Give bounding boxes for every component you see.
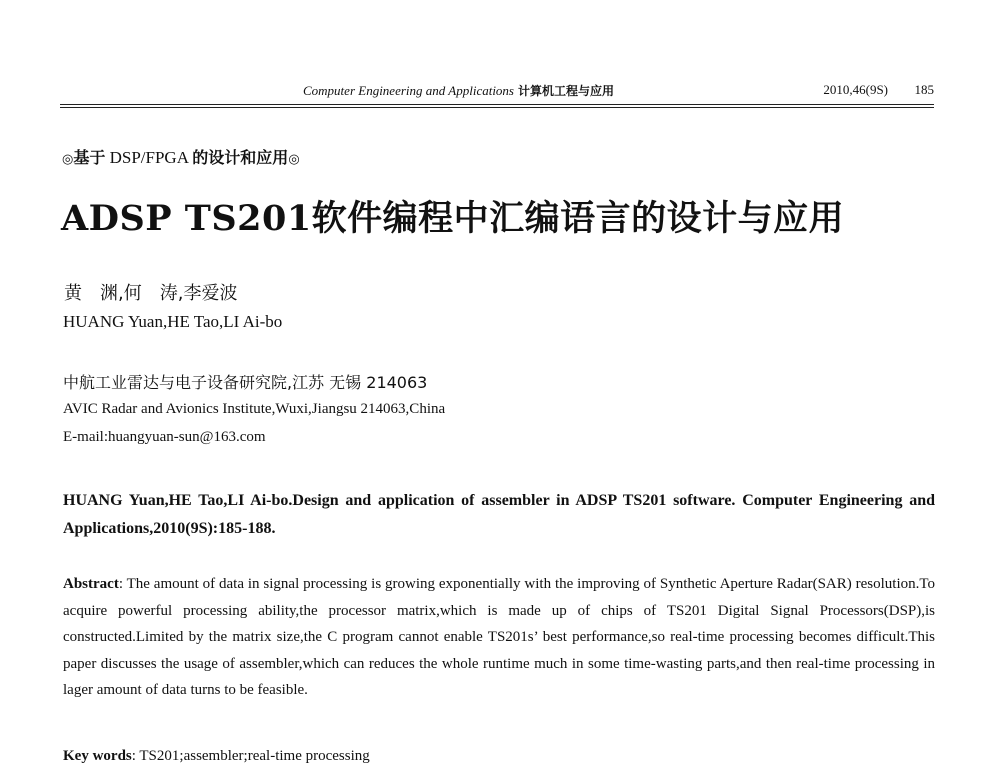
affiliation-chinese: 中航工业雷达与电子设备研究院,江苏 无锡 214063 xyxy=(63,373,428,392)
column-heading xyxy=(62,145,300,168)
journal-name xyxy=(303,82,614,99)
journal-name-en: Computer Engineering and Applications xyxy=(303,83,514,98)
authors-english: HUANG Yuan,HE Tao,LI Ai-bo xyxy=(63,312,283,331)
journal-name-cn: 计算机工程与应用 xyxy=(518,84,615,98)
abstract xyxy=(63,571,935,704)
header-rule-secondary xyxy=(60,107,934,108)
keywords-text: : TS201;assembler;real-time processing xyxy=(131,748,370,764)
page-number: 185 xyxy=(914,82,934,97)
column-topic: DSP/FPGA xyxy=(109,148,189,167)
abstract-label: Abstract xyxy=(63,576,119,592)
abstract-text: : The amount of data in signal processing is growing exponentially with the improving of Synthetic Aperture Radar(SAR) resolution.To acquire powerful processing ability,the processor matrix,which is made up of chips of TS201 Digital Signal Processors(DSP),is constructed.Limited by the matrix size,the C program cannot enable TS201s’ best performance,so real-time processing becomes difficult.This paper discusses the usage of assembler,which can reduces the whole runtime much in some time-wasting parts,and then real-time processing in lager amount of data turns to be feasible. xyxy=(63,576,935,698)
affiliation-english: AVIC Radar and Avionics Institute,Wuxi,Jiangsu 214063,China xyxy=(63,401,446,417)
running-header xyxy=(60,80,934,102)
header-rule xyxy=(60,104,934,105)
author-email: E-mail:huangyuan-sun@163.com xyxy=(63,429,266,445)
column-prefix: 基于 xyxy=(73,148,106,167)
paper-title: ADSP TS201软件编程中汇编语言的设计与应用 xyxy=(61,198,845,239)
issue-number: 2010,46(9S) xyxy=(823,82,888,97)
column-suffix: 的设计和应用 xyxy=(192,148,289,167)
authors-chinese: 黄 渊,何 涛,李爱波 xyxy=(64,283,238,304)
keywords xyxy=(63,748,370,765)
column-decor-left: ◎ xyxy=(62,151,74,166)
keywords-label: Key words xyxy=(63,748,132,764)
column-decor-right: ◎ xyxy=(288,151,300,166)
citation: HUANG Yuan,HE Tao,LI Ai-bo.Design and application of assembler in ADSP TS201 software. Computer Engineering and Applications,2010(9S):185-188. xyxy=(63,492,935,537)
